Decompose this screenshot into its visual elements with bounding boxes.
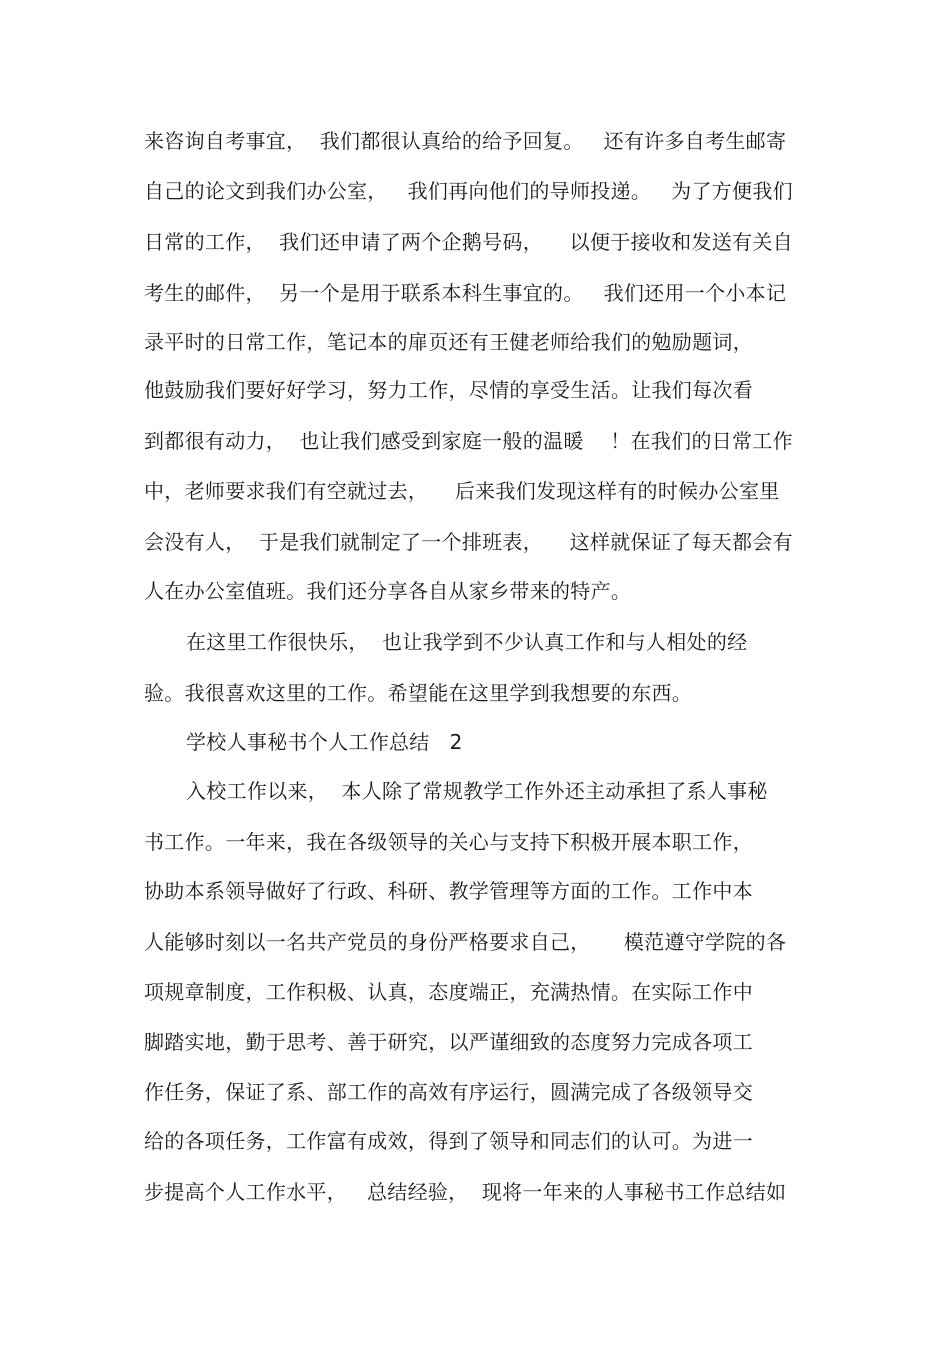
text-line: 验。我很喜欢这里的工作。希望能在这里学到我想要的东西。 — [144, 681, 693, 705]
text-line: 自己的论文到我们办公室， 我们再向他们的导师投递。 为了方便我们 — [144, 179, 793, 203]
paragraph-start-line: 入校工作以来， 本人除了常规教学工作外还主动承担了系人事秘 — [186, 779, 768, 803]
text-line: 录平时的日常工作，笔记本的扉页还有王健老师给我们的勉励题词， — [144, 330, 753, 354]
text-line: 给的各项任务，工作富有成效，得到了领导和同志们的认可。为进一 — [144, 1129, 753, 1153]
text-line: 人能够时刻以一名共产党员的身份严格要求自己， 模范遵守学院的各 — [144, 930, 787, 954]
text-line: 人在办公室值班。我们还分享各自从家乡带来的特产。 — [144, 579, 632, 603]
text-line: 书工作。一年来，我在各级领导的关心与支持下积极开展本职工作， — [144, 830, 753, 854]
text-line: 日常的工作， 我们还申请了两个企鹅号码， 以便于接收和发送有关自 — [144, 230, 793, 254]
text-line: 中，老师要求我们有空就过去， 后来我们发现这样有的时候办公室里 — [144, 479, 780, 503]
text-line: 步提高个人工作水平， 总结经验， 现将一年来的人事秘书工作总结如 — [144, 1180, 787, 1204]
text-line: 协助本系领导做好了行政、科研、教学管理等方面的工作。工作中本 — [144, 879, 753, 903]
text-line: 来咨询自考事宜， 我们都很认真给的给予回复。 还有许多自考生邮寄 — [144, 129, 787, 153]
text-line: 会没有人， 于是我们就制定了一个排班表， 这样就保证了每天都会有 — [144, 530, 793, 554]
section-heading: 学校人事秘书个人工作总结 2 — [186, 730, 463, 754]
text-line: 考生的邮件， 另一个是用于联系本科生事宜的。 我们还用一个小本记 — [144, 281, 787, 305]
text-line: 脚踏实地，勤于思考、善于研究，以严谨细致的态度努力完成各项工 — [144, 1030, 753, 1054]
text-line: 作任务，保证了系、部工作的高效有序运行，圆满完成了各级领导交 — [144, 1080, 753, 1104]
text-line: 到都很有动力， 也让我们感受到家庭一般的温暖 ！在我们的日常工作 — [144, 429, 793, 453]
paragraph-start-line: 在这里工作很快乐， 也让我学到不少认真工作和与人相处的经 — [186, 630, 748, 654]
text-line: 项规章制度，工作积极、认真，态度端正，充满热情。在实际工作中 — [144, 980, 753, 1004]
text-line: 他鼓励我们要好好学习，努力工作，尽情的享受生活。让我们每次看 — [144, 378, 753, 402]
